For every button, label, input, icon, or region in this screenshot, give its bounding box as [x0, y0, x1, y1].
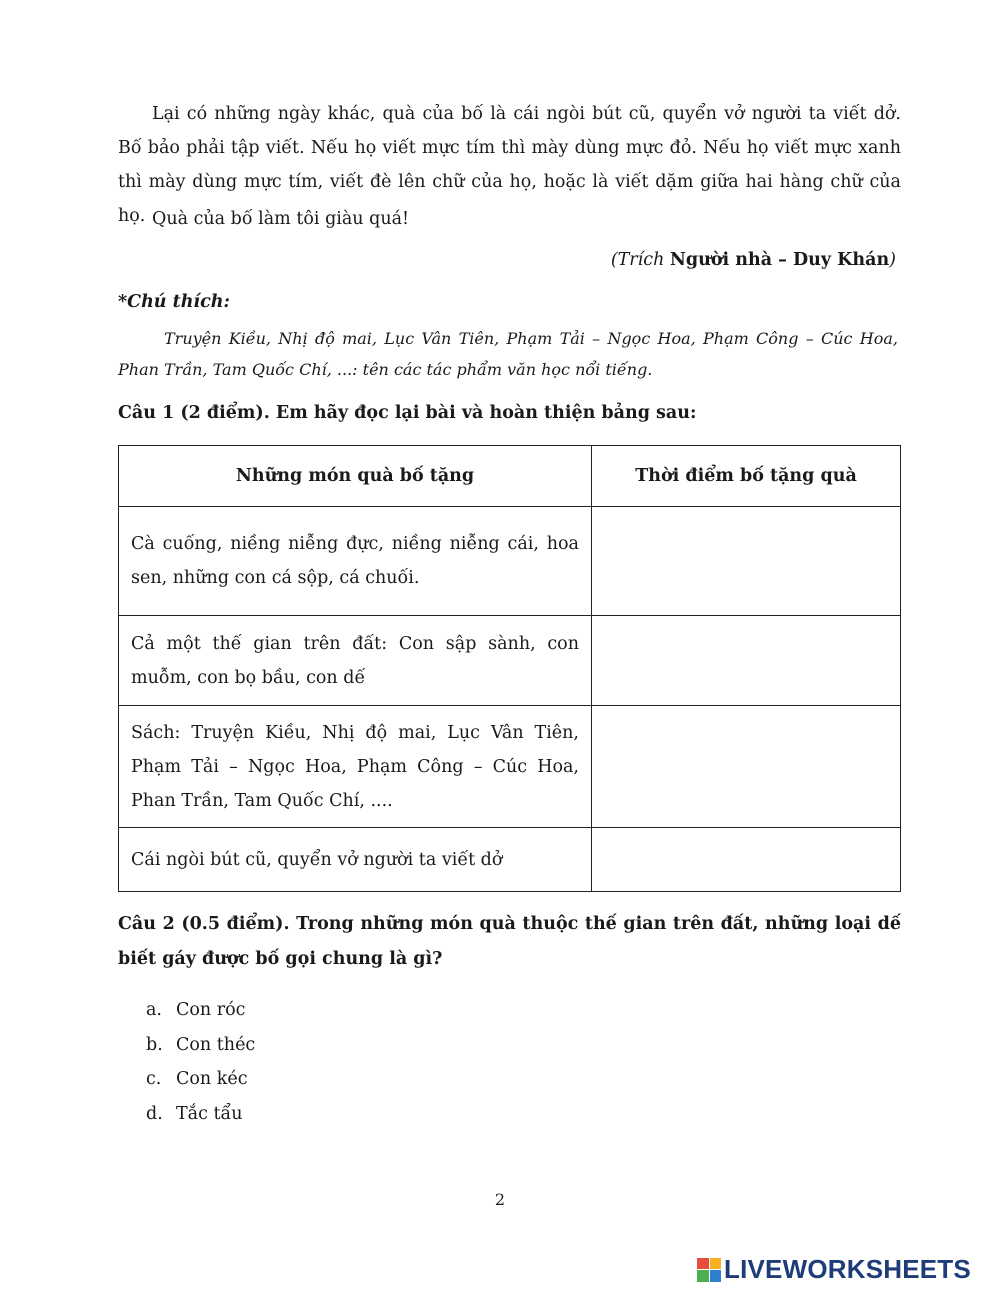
note-heading: *Chú thích: [118, 292, 230, 312]
option-text: Tắc tẩu [176, 1104, 243, 1124]
table-row [119, 706, 901, 828]
note-text: Truyện Kiều, Nhị độ mai, Lục Vân Tiên, Phạm Tải – Ngọc Hoa, Phạm Công – Cúc Hoa, Phan Trần, Tam Quốc Chí, ...: tên các tác phẩm văn học nổi tiếng. [118, 329, 898, 379]
table-cell-time-answer[interactable] [592, 507, 901, 616]
gift-table [118, 445, 901, 892]
table-row [119, 828, 901, 892]
answer-option-b[interactable] [146, 1035, 255, 1055]
passage-paragraph-1: Lại có những ngày khác, quà của bố là cái ngòi bút cũ, quyển vở người ta viết dở. Bố bảo phải tập viết. Nếu họ viết mực tím thì mày dùng mực đỏ. Nếu họ viết mực xanh thì mày dùng mực tím, viết đè lên chữ của họ, hoặc là viết dặm giữa hai hàng chữ của họ. [118, 104, 901, 226]
liveworksheets-logo [697, 1254, 971, 1285]
passage-paragraph-2: Quà của bố làm tôi giàu quá! [152, 209, 410, 229]
table-cell-time-answer[interactable] [592, 706, 901, 828]
logo-text: LIVEWORKSHEETS [724, 1254, 971, 1284]
citation-title: Người nhà – Duy Khán [669, 250, 890, 270]
option-label: d. [146, 1104, 163, 1124]
table-cell-gift: Cả một thế gian trên đất: Con sập sành, con muỗm, con bọ bầu, con dế [119, 616, 592, 706]
table-row [119, 616, 901, 706]
table-header-time: Thời điểm bố tặng quà [592, 446, 901, 507]
logo-mark-icon [697, 1258, 721, 1282]
citation-open: (Trích [610, 250, 670, 270]
citation-close: ) [889, 250, 896, 270]
option-label: c. [146, 1069, 162, 1089]
question-2-title: Câu 2 (0.5 điểm). Trong những món quà thuộc thế gian trên đất, những loại dế biết gáy được bố gọi chung là gì? [118, 914, 901, 969]
option-text: Con kéc [176, 1069, 248, 1089]
table-cell-gift: Sách: Truyện Kiều, Nhị độ mai, Lục Vân Tiên, Phạm Tải – Ngọc Hoa, Phạm Công – Cúc Hoa, Phan Trần, Tam Quốc Chí, .... [119, 706, 592, 828]
answer-option-c[interactable] [146, 1069, 248, 1089]
question-1-title: Câu 1 (2 điểm). Em hãy đọc lại bài và hoàn thiện bảng sau: [118, 403, 697, 423]
option-text: Con théc [176, 1035, 256, 1055]
table-header-row [119, 446, 901, 507]
table-header-gifts: Những món quà bố tặng [119, 446, 592, 507]
table-row [119, 507, 901, 616]
option-label: b. [146, 1035, 163, 1055]
answer-option-d[interactable] [146, 1104, 243, 1124]
table-cell-gift: Cái ngòi bút cũ, quyển vở người ta viết dở [119, 828, 592, 892]
table-cell-time-answer[interactable] [592, 616, 901, 706]
table-cell-gift: Cà cuống, niềng niễng đực, niềng niễng cái, hoa sen, những con cá sộp, cá chuối. [119, 507, 592, 616]
page-number: 2 [494, 1190, 506, 1209]
citation [611, 250, 896, 270]
option-label: a. [146, 1000, 162, 1020]
table-cell-time-answer[interactable] [592, 828, 901, 892]
option-text: Con róc [176, 1000, 246, 1020]
answer-option-a[interactable] [146, 1000, 245, 1020]
